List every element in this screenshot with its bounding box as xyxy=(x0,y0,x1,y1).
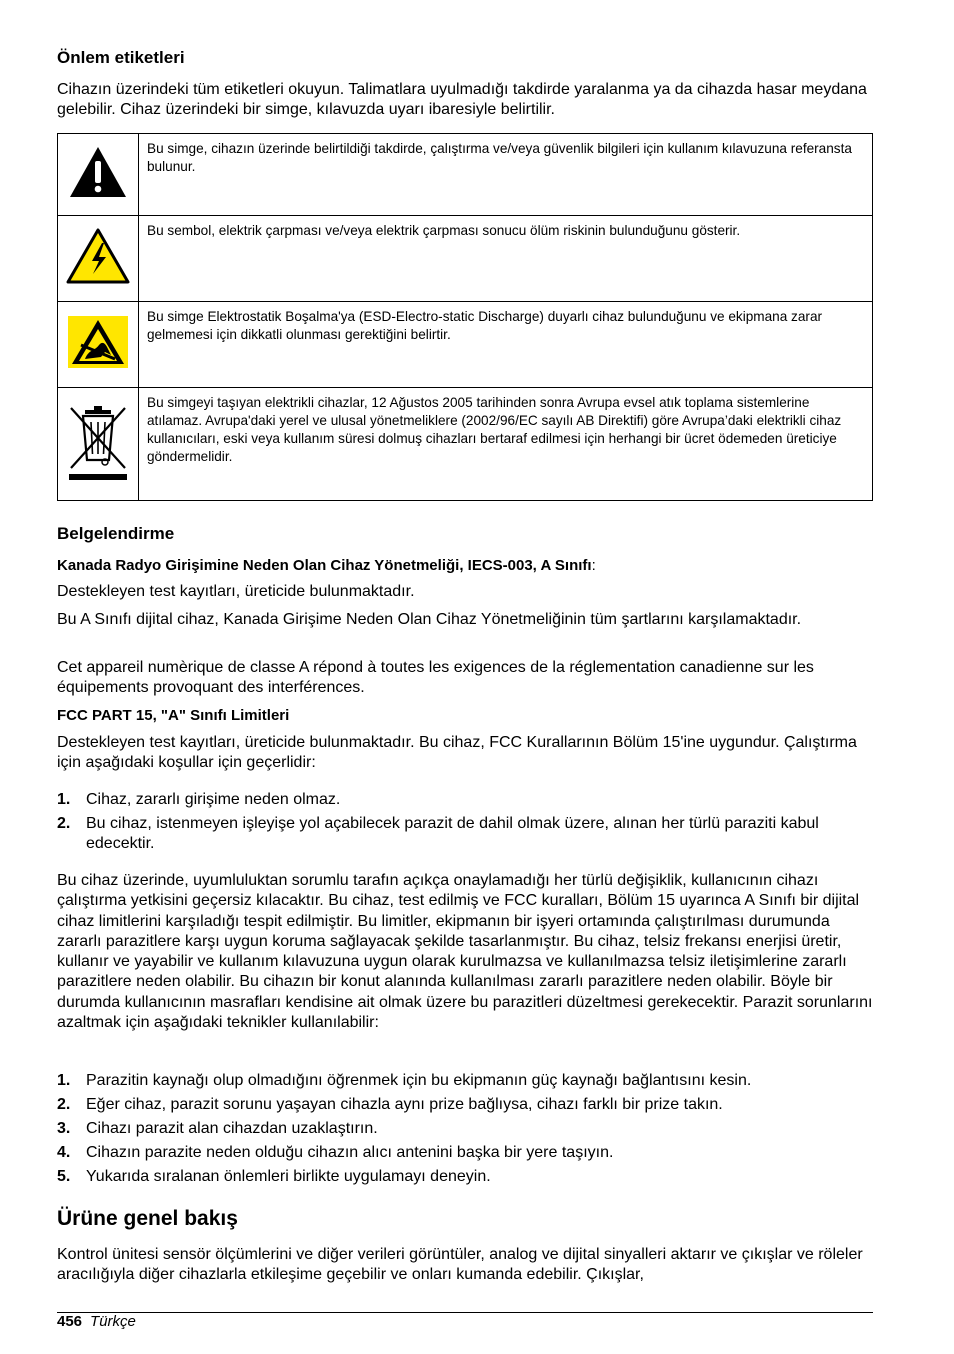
weee-crossed-bin-icon xyxy=(58,388,139,501)
footer-language: Türkçe xyxy=(90,1313,136,1330)
section-title-precaution-labels: Önlem etiketleri xyxy=(57,48,185,67)
symbols-table xyxy=(57,133,873,501)
symbol-row xyxy=(58,302,873,388)
esd-icon xyxy=(58,302,139,388)
symbol-description: Bu sembol, elektrik çarpması ve/veya elektrik çarpması sonucu ölüm riskinin bulunduğunu gösterir. xyxy=(139,216,873,302)
overview-paragraph: Kontrol ünitesi sensör ölçümlerini ve diğer verileri görüntüler, analog ve dijital sinyalleri aktarır ve çıkışlar ve röleler aracılığıyla diğer cihazlarla etkileşime geçebilir ve onları kumanda edebilir. Çıkışlar, xyxy=(57,1246,863,1284)
general-warning-icon xyxy=(58,134,139,216)
fcc-paragraph: Destekleyen test kayıtları, üreticide bulunmaktadır. Bu cihaz, FCC Kurallarının Bölüm 15'ine uygundur. Çalıştırma için aşağıdaki koşullar için geçerlidir: xyxy=(57,734,857,772)
symbol-row xyxy=(58,134,873,216)
list-item: 2. Bu cihaz, istenmeyen işleyişe yol açabilecek parazit de dahil olmak üzere, alınan her türlü paraziti kabul edecektir. xyxy=(57,814,819,853)
page-footer xyxy=(57,1312,136,1332)
footer-divider xyxy=(57,1312,873,1313)
list-item: 1. Parazitin kaynağı olup olmadığını öğrenmek için bu ekipmanın güç kaynağı bağlantısını kesin. xyxy=(57,1072,752,1089)
list-item: 3. Cihazı parazit alan cihazdan uzaklaştırın. xyxy=(57,1119,378,1137)
canada-heading: Kanada Radyo Girişimine Neden Olan Cihaz Yönetmeliği, IECS-003, A Sınıfı: xyxy=(57,557,596,574)
section-title-product-overview: Ürüne genel bakış xyxy=(57,1207,238,1230)
symbol-row xyxy=(58,216,873,302)
precaution-intro: Cihazın üzerindeki tüm etiketleri okuyun. Talimatlara uyulmadığı takdirde yaralanma ya da cihazda hasar meydana gelebilir. Cihaz üzerindeki bir simge, kılavuzda uyarı ibaresiyle belirtilir. xyxy=(57,81,867,119)
electric-shock-icon xyxy=(58,216,139,302)
symbol-description: Bu simge Elektrostatik Boşalma'ya (ESD-Electro-static Discharge) duyarlı cihaz bulunduğunu ve ekipmana zarar gelmemesi için dikkatli olunması gerektiğini belirtir. xyxy=(139,302,873,388)
list-item: 5. Yukarıda sıralanan önlemleri birlikte uygulamayı deneyin. xyxy=(57,1167,491,1185)
symbol-description: Bu simge, cihazın üzerinde belirtildiği takdirde, çalıştırma ve/veya güvenlik bilgileri için kullanım kılavuzuna referansta bulunur. xyxy=(139,134,873,216)
page-number: 456 xyxy=(57,1313,83,1330)
section-title-certification: Belgelendirme xyxy=(57,524,175,543)
fcc-paragraph: Bu cihaz üzerinde, uyumluluktan sorumlu tarafın açıkça onaylamadığı her türlü değişiklik, kullanıcının cihazı çalıştırma yetkisini geçersiz kılacaktır. Bu cihaz, test edilmiş ve FCC kuralları, Bölüm 15 uyarınca A Sınıfı bir dijital cihaz limitlerini karşıladığı tespit edilmiştir. Bu limitler, ekipmanın bir işyeri ortamında çalıştırılması durumunda zararlı parazitlere karşı uygun koruma sağlayacak şekilde tasarlanmıştır. Bu cihaz, telsiz frekansı enerjisi üretir, kullanır ve yayabilir ve kullanım kılavuzuna uygun olarak kurulmazsa ve kullanılmazsa telsiz iletişimlerine zararlı parazitlere neden olabilir. Bu cihazın bir konut alanında kullanılması zararlı parazitlere neden olabilir. Böyle bir durumda kullanıcının masrafları kendisine ait olmak üzere bu parazitleri düzeltmesi gerekecektir. Parazit sorunlarını azaltmak için aşağıdaki teknikler kullanılabilir: xyxy=(57,872,873,1032)
interference-techniques-list xyxy=(57,1071,873,1190)
list-item: 2. Eğer cihaz, parazit sorunu yaşayan cihazla aynı prize bağlıysa, cihazı farklı bir prize takın. xyxy=(57,1095,723,1113)
canada-paragraph: Destekleyen test kayıtları, üreticide bulunmaktadır. xyxy=(57,583,415,600)
list-item: 4. Cihazın parazite neden olduğu cihazın alıcı antenini başka bir yere taşıyın. xyxy=(57,1143,614,1161)
symbol-description: Bu simgeyi taşıyan elektrikli cihazlar, 12 Ağustos 2005 tarihinden sonra Avrupa evsel atık toplama sistemlerine atılamaz. Avrupa'daki yerel ve ulusal yönetmeliklere (2002/96/EC sayılı AB Direktifi) göre Avrupa’daki elektrikli cihaz kullanıcıları, eski veya kullanım süresi dolmuş cihazları bertaraf edilmesi için herhangi bir ücret ödemeden üreticiye göndermelidir. xyxy=(139,388,873,501)
fcc-heading: FCC PART 15, "A" Sınıfı Limitleri xyxy=(57,707,290,724)
canada-paragraph-french: Cet appareil numèrique de classe A répond à toutes les exigences de la réglementation canadienne sur les équipements provoquant des interférences. xyxy=(57,659,814,697)
symbol-row xyxy=(58,388,873,501)
fcc-conditions-list xyxy=(57,790,873,858)
canada-paragraph: Bu A Sınıfı dijital cihaz, Kanada Girişime Neden Olan Cihaz Yönetmeliğinin tüm şartlarını karşılamaktadır. xyxy=(57,611,802,628)
list-item: 1. Cihaz, zararlı girişime neden olmaz. xyxy=(57,791,341,808)
